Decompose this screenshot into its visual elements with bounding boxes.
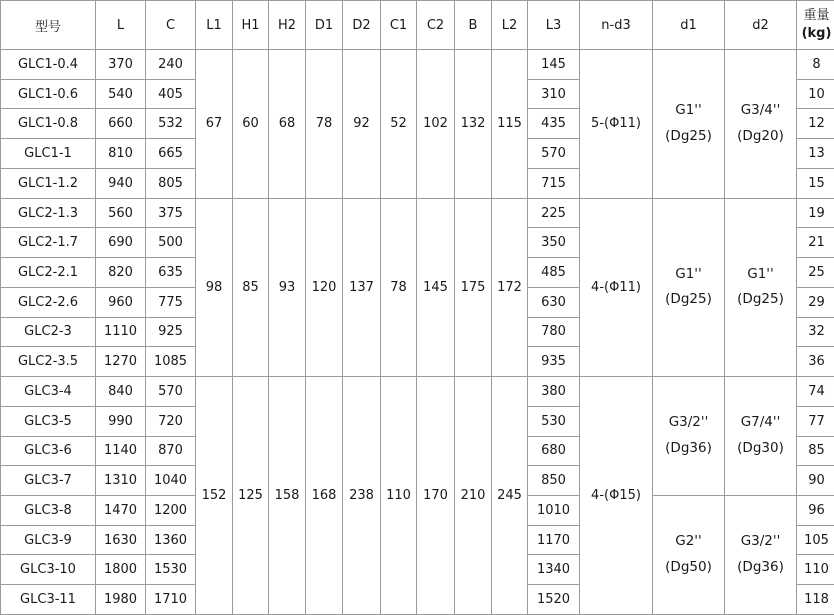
cell-nd3-group3: 4-(Φ15)	[580, 377, 653, 615]
cell-model: GLC2-3.5	[1, 347, 96, 377]
cell-L: 1980	[96, 585, 146, 615]
column-header-B: B	[455, 1, 492, 50]
column-header-H2: H2	[269, 1, 306, 50]
cell-L3: 530	[528, 406, 580, 436]
cell-H2-group2: 93	[269, 198, 306, 376]
cell-weight: 74	[797, 377, 834, 407]
cell-H1-group1: 60	[233, 50, 269, 199]
column-header-C2: C2	[417, 1, 455, 50]
cell-model: GLC3-6	[1, 436, 96, 466]
cell-L3: 570	[528, 139, 580, 169]
cell-D2-group2: 137	[343, 198, 381, 376]
d2-thread-main: G3/4''	[740, 102, 781, 119]
cell-L1-group1: 67	[196, 50, 233, 199]
cell-C: 570	[146, 377, 196, 407]
cell-model: GLC2-1.3	[1, 198, 96, 228]
cell-L: 1140	[96, 436, 146, 466]
cell-C: 635	[146, 258, 196, 288]
cell-d2-group2	[725, 198, 797, 376]
cell-C: 925	[146, 317, 196, 347]
cell-weight: 15	[797, 168, 834, 198]
cell-model: GLC3-4	[1, 377, 96, 407]
cell-model: GLC3-11	[1, 585, 96, 615]
cell-L: 1270	[96, 347, 146, 377]
cell-weight: 19	[797, 198, 834, 228]
cell-H1-group3: 125	[233, 377, 269, 615]
cell-L: 1110	[96, 317, 146, 347]
cell-weight: 105	[797, 525, 834, 555]
cell-C: 775	[146, 287, 196, 317]
cell-d1-group1	[653, 50, 725, 199]
cell-B-group1: 132	[455, 50, 492, 199]
column-header-L3: L3	[528, 1, 580, 50]
d2-thread-sub: (Dg36)	[737, 559, 784, 575]
d1-thread-sub: (Dg36)	[665, 440, 712, 457]
cell-C: 1360	[146, 525, 196, 555]
cell-L: 370	[96, 50, 146, 80]
d1-thread-main: G3/2''	[668, 414, 709, 431]
cell-L: 1310	[96, 466, 146, 496]
cell-L3: 935	[528, 347, 580, 377]
table-row	[1, 198, 834, 228]
cell-L3: 1340	[528, 555, 580, 585]
cell-L3: 145	[528, 50, 580, 80]
cell-L3: 850	[528, 466, 580, 496]
cell-model: GLC1-0.4	[1, 50, 96, 80]
column-header-D2: D2	[343, 1, 381, 50]
column-header-model: 型号	[1, 1, 96, 50]
cell-model: GLC3-10	[1, 555, 96, 585]
cell-C2-group2: 145	[417, 198, 455, 376]
cell-D2-group3: 238	[343, 377, 381, 615]
cell-D1-group3: 168	[306, 377, 343, 615]
cell-weight: 77	[797, 406, 834, 436]
cell-d1-group3b	[653, 496, 725, 615]
cell-C: 1085	[146, 347, 196, 377]
d2-thread-sub: (Dg20)	[737, 127, 784, 144]
cell-C: 240	[146, 50, 196, 80]
weight-label: 重量	[803, 8, 830, 24]
cell-C: 1530	[146, 555, 196, 585]
cell-d1-group3a	[653, 377, 725, 496]
cell-weight: 85	[797, 436, 834, 466]
cell-C1-group1: 52	[381, 50, 417, 199]
cell-L: 1800	[96, 555, 146, 585]
column-header-C1: C1	[381, 1, 417, 50]
cell-L: 690	[96, 228, 146, 258]
cell-nd3-group1: 5-(Φ11)	[580, 50, 653, 199]
cell-C1-group3: 110	[381, 377, 417, 615]
cell-weight: 10	[797, 79, 834, 109]
cell-L1-group3: 152	[196, 377, 233, 615]
cell-model: GLC1-0.8	[1, 109, 96, 139]
cell-model: GLC1-1	[1, 139, 96, 169]
cell-model: GLC1-1.2	[1, 168, 96, 198]
column-header-C: C	[146, 1, 196, 50]
d1-thread-sub: (Dg50)	[665, 559, 712, 575]
column-header-d1: d1	[653, 1, 725, 50]
cell-weight: 90	[797, 466, 834, 496]
cell-nd3-group2: 4-(Φ11)	[580, 198, 653, 376]
cell-L: 940	[96, 168, 146, 198]
table-header	[1, 1, 834, 50]
cell-L: 840	[96, 377, 146, 407]
cell-model: GLC3-7	[1, 466, 96, 496]
cell-weight: 96	[797, 496, 834, 526]
d2-thread-sub: (Dg25)	[737, 291, 784, 308]
cell-L3: 680	[528, 436, 580, 466]
cell-weight: 118	[797, 585, 834, 615]
cell-C: 1200	[146, 496, 196, 526]
column-header-L: L	[96, 1, 146, 50]
cell-d2-group1	[725, 50, 797, 199]
header-row	[1, 1, 834, 50]
column-header-weight	[797, 1, 834, 50]
cell-weight: 32	[797, 317, 834, 347]
d1-thread-main: G1''	[675, 265, 702, 282]
cell-L: 990	[96, 406, 146, 436]
cell-H2-group1: 68	[269, 50, 306, 199]
cell-L: 1630	[96, 525, 146, 555]
weight-unit: (kg)	[801, 26, 832, 41]
cell-weight: 21	[797, 228, 834, 258]
cell-L3: 1520	[528, 585, 580, 615]
cell-L: 560	[96, 198, 146, 228]
d1-thread-main: G1''	[675, 102, 702, 119]
cell-L: 820	[96, 258, 146, 288]
cell-H1-group2: 85	[233, 198, 269, 376]
cell-D1-group2: 120	[306, 198, 343, 376]
cell-L3: 780	[528, 317, 580, 347]
cell-C2-group1: 102	[417, 50, 455, 199]
cell-d1-group2	[653, 198, 725, 376]
d1-thread-sub: (Dg25)	[665, 291, 712, 308]
column-header-nd3: n-d3	[580, 1, 653, 50]
cell-L: 540	[96, 79, 146, 109]
cell-C2-group3: 170	[417, 377, 455, 615]
cell-L3: 350	[528, 228, 580, 258]
cell-model: GLC3-9	[1, 525, 96, 555]
cell-C: 665	[146, 139, 196, 169]
cell-d2-group3b	[725, 496, 797, 615]
cell-L3: 1170	[528, 525, 580, 555]
cell-model: GLC1-0.6	[1, 79, 96, 109]
cell-model: GLC3-5	[1, 406, 96, 436]
cell-L3: 310	[528, 79, 580, 109]
cell-B-group2: 175	[455, 198, 492, 376]
d2-thread-main: G1''	[747, 265, 774, 282]
column-header-L2: L2	[492, 1, 528, 50]
cell-L2-group1: 115	[492, 50, 528, 199]
cell-weight: 12	[797, 109, 834, 139]
cell-B-group3: 210	[455, 377, 492, 615]
cell-L3: 380	[528, 377, 580, 407]
cell-C: 870	[146, 436, 196, 466]
column-header-d2: d2	[725, 1, 797, 50]
cell-C: 805	[146, 168, 196, 198]
cell-model: GLC2-1.7	[1, 228, 96, 258]
cell-d2-group3a	[725, 377, 797, 496]
cell-L3: 485	[528, 258, 580, 288]
cell-L3: 715	[528, 168, 580, 198]
cell-C: 1710	[146, 585, 196, 615]
cell-D2-group1: 92	[343, 50, 381, 199]
cell-L: 810	[96, 139, 146, 169]
cell-L2-group3: 245	[492, 377, 528, 615]
d2-thread-main: G7/4''	[740, 414, 781, 431]
column-header-H1: H1	[233, 1, 269, 50]
cell-L: 960	[96, 287, 146, 317]
cell-weight: 36	[797, 347, 834, 377]
cell-weight: 29	[797, 287, 834, 317]
cell-C: 720	[146, 406, 196, 436]
cell-C: 532	[146, 109, 196, 139]
cell-L2-group2: 172	[492, 198, 528, 376]
cell-model: GLC2-2.6	[1, 287, 96, 317]
d2-thread-sub: (Dg30)	[737, 440, 784, 457]
cell-D1-group1: 78	[306, 50, 343, 199]
cell-L3: 630	[528, 287, 580, 317]
cell-L: 1470	[96, 496, 146, 526]
cell-weight: 8	[797, 50, 834, 80]
cell-L1-group2: 98	[196, 198, 233, 376]
cell-weight: 25	[797, 258, 834, 288]
cell-weight: 13	[797, 139, 834, 169]
d1-thread-main: G2''	[675, 533, 702, 550]
cell-C: 405	[146, 79, 196, 109]
cell-H2-group3: 158	[269, 377, 306, 615]
cell-model: GLC2-2.1	[1, 258, 96, 288]
cell-L3: 225	[528, 198, 580, 228]
d1-thread-sub: (Dg25)	[665, 127, 712, 144]
cell-L3: 1010	[528, 496, 580, 526]
table-row	[1, 50, 834, 80]
cell-C: 375	[146, 198, 196, 228]
cell-C: 1040	[146, 466, 196, 496]
cell-weight: 110	[797, 555, 834, 585]
cell-model: GLC3-8	[1, 496, 96, 526]
cell-L3: 435	[528, 109, 580, 139]
cell-C: 500	[146, 228, 196, 258]
column-header-D1: D1	[306, 1, 343, 50]
cell-L: 660	[96, 109, 146, 139]
table-body	[1, 50, 834, 615]
column-header-L1: L1	[196, 1, 233, 50]
table-row	[1, 377, 834, 407]
cell-model: GLC2-3	[1, 317, 96, 347]
d2-thread-main: G3/2''	[740, 533, 781, 550]
cell-C1-group2: 78	[381, 198, 417, 376]
